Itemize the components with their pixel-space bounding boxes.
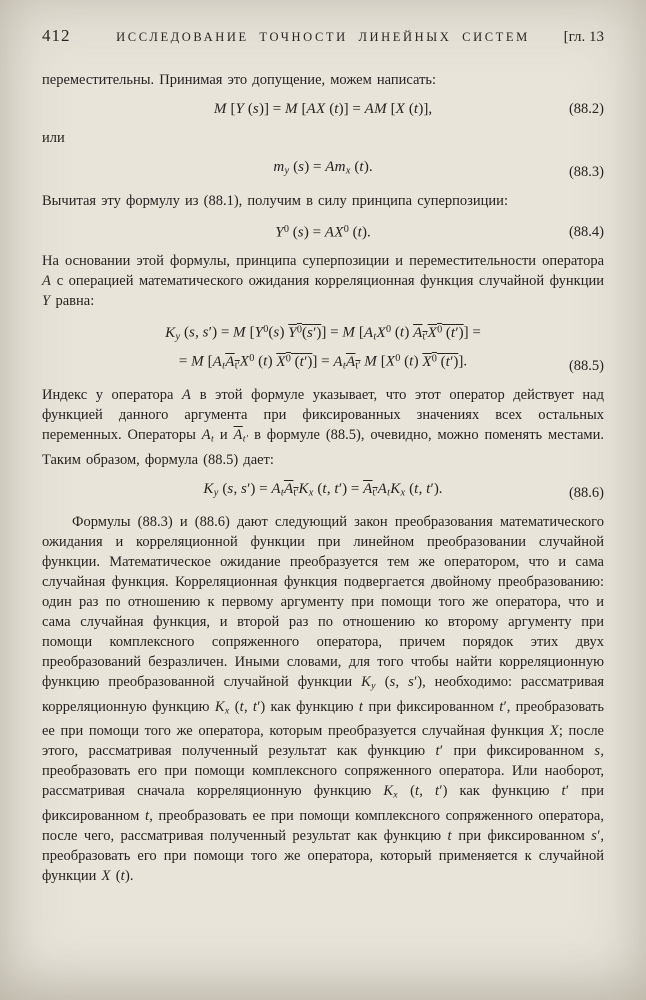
paragraph-basis: На основании этой формулы, принципа суперпозиции и переместительности оператора A с операцией математического ожидания корреляционная функция случайной функции Y равна: xyxy=(42,253,604,310)
equation-88-4-body: $Y^0$ $(s) = AX^0$ (t). xyxy=(275,223,371,241)
page-number: 412 xyxy=(42,26,71,45)
paragraph-law-of-transformation: Формулы (88.3) и (88.6) дают следующий закон преобразования математического ожидания и корреляционной функции при линейном преобразовании случайной функции. Математическое ожидание преобразуется тем же оператором, что и сама случайная функция. Корреляционная функция подвергается двойному преобразованию: один раз по отношению к первому аргументу при помощи того же оператора, что и сама случайная функция, и второй раз по отношению ко второму аргументу при помощи комплексного сопряженного оператора, причем порядок этих двух преобразований безразличен. Иными словами, для того чтобы найти корреляционную функцию преобразованной случайной функции $K_y$ (s, s′), необходимо: рассматривая корреляционную функцию $K_x$ (t, t′) как функцию t при фиксированном t′, преобразовать ее при помощи того же оператора, которым преобразуется случайная функция X; после этого, рассматривая полученный результат как функцию t′ при фиксированном s, преобразовать его при помощи комплексного сопряженного оператора. Или наоборот, рассматривая сначала корреляционную функцию $K_x$ (t, t′) как функцию t′ при фиксированном t, преобразовать ее при помощи комплексного сопряженного оператора, после чего, рассматривая полученный результат как функцию t при фиксированном s′, преобразовать его при помощи того же оператора, который применяется к случайной функции X (t). xyxy=(42,514,605,884)
equation-88-4 xyxy=(42,219,604,244)
equation-88-6-number: (88.6) xyxy=(568,485,604,502)
paragraph-subtract: Вычитая эту формулу из (88.1), получим в силу принципа суперпозиции: xyxy=(42,192,508,209)
page-header xyxy=(42,26,604,46)
paragraph-or: или xyxy=(42,130,65,146)
paragraph-index-note: Индекс у оператора A в этой формуле указывает, что этот оператор действует над функцией данного аргумента при фиксированных значениях всех остальных переменных. Операторы $A_t$ и $\overline{A}_{t'}$ в формуле (88.5), очевидно, можно поменять местами. Таким образом, формула (88.5) дает: xyxy=(42,387,604,468)
equation-88-5-line2: = M [$A_tA_{t'}X^0$ (t) $X^0$ $(t')] = A_tA_{t'}$ M [$X^0$ (t) $X^0$ (t′)]. xyxy=(178,353,468,372)
page-body xyxy=(42,70,604,886)
paragraph-continuation: переместительны. Принимая это допущение, можем написать: xyxy=(42,72,437,88)
running-title: ИССЛЕДОВАНИЕ ТОЧНОСТИ ЛИНЕЙНЫХ СИСТЕМ xyxy=(116,30,530,44)
equation-88-2-body: M [Y (s)] = M [AX (t)] = AM [X (t)], xyxy=(213,101,433,117)
chapter-reference: [гл. 13 xyxy=(563,29,604,45)
equation-88-2 xyxy=(42,98,604,120)
equation-88-5-line1: $K_y$ (s, s′) = M $[Y^0(s) Y^0(s')] = M$ [$A_tX^0$ (t) $A_{t'}X^0$ (t′)] = xyxy=(165,324,481,343)
equation-88-5 xyxy=(42,319,604,377)
equation-88-3-body: $m_y$ $(s) = Am_x$ (t). xyxy=(273,159,373,177)
equation-88-3-number: (88.3) xyxy=(568,163,604,180)
equation-88-4-number: (88.4) xyxy=(568,224,604,241)
equation-88-6 xyxy=(42,478,604,505)
equation-88-5-number: (88.5) xyxy=(568,358,604,375)
equation-88-2-number: (88.2) xyxy=(568,101,604,117)
equation-88-3 xyxy=(42,156,604,183)
equation-88-6-body: $K_y$ (s, $s') = A_tA_{t'}K_x$ (t, $t') = A_{t'}A_tK_x$ (t, t′). xyxy=(203,480,443,499)
